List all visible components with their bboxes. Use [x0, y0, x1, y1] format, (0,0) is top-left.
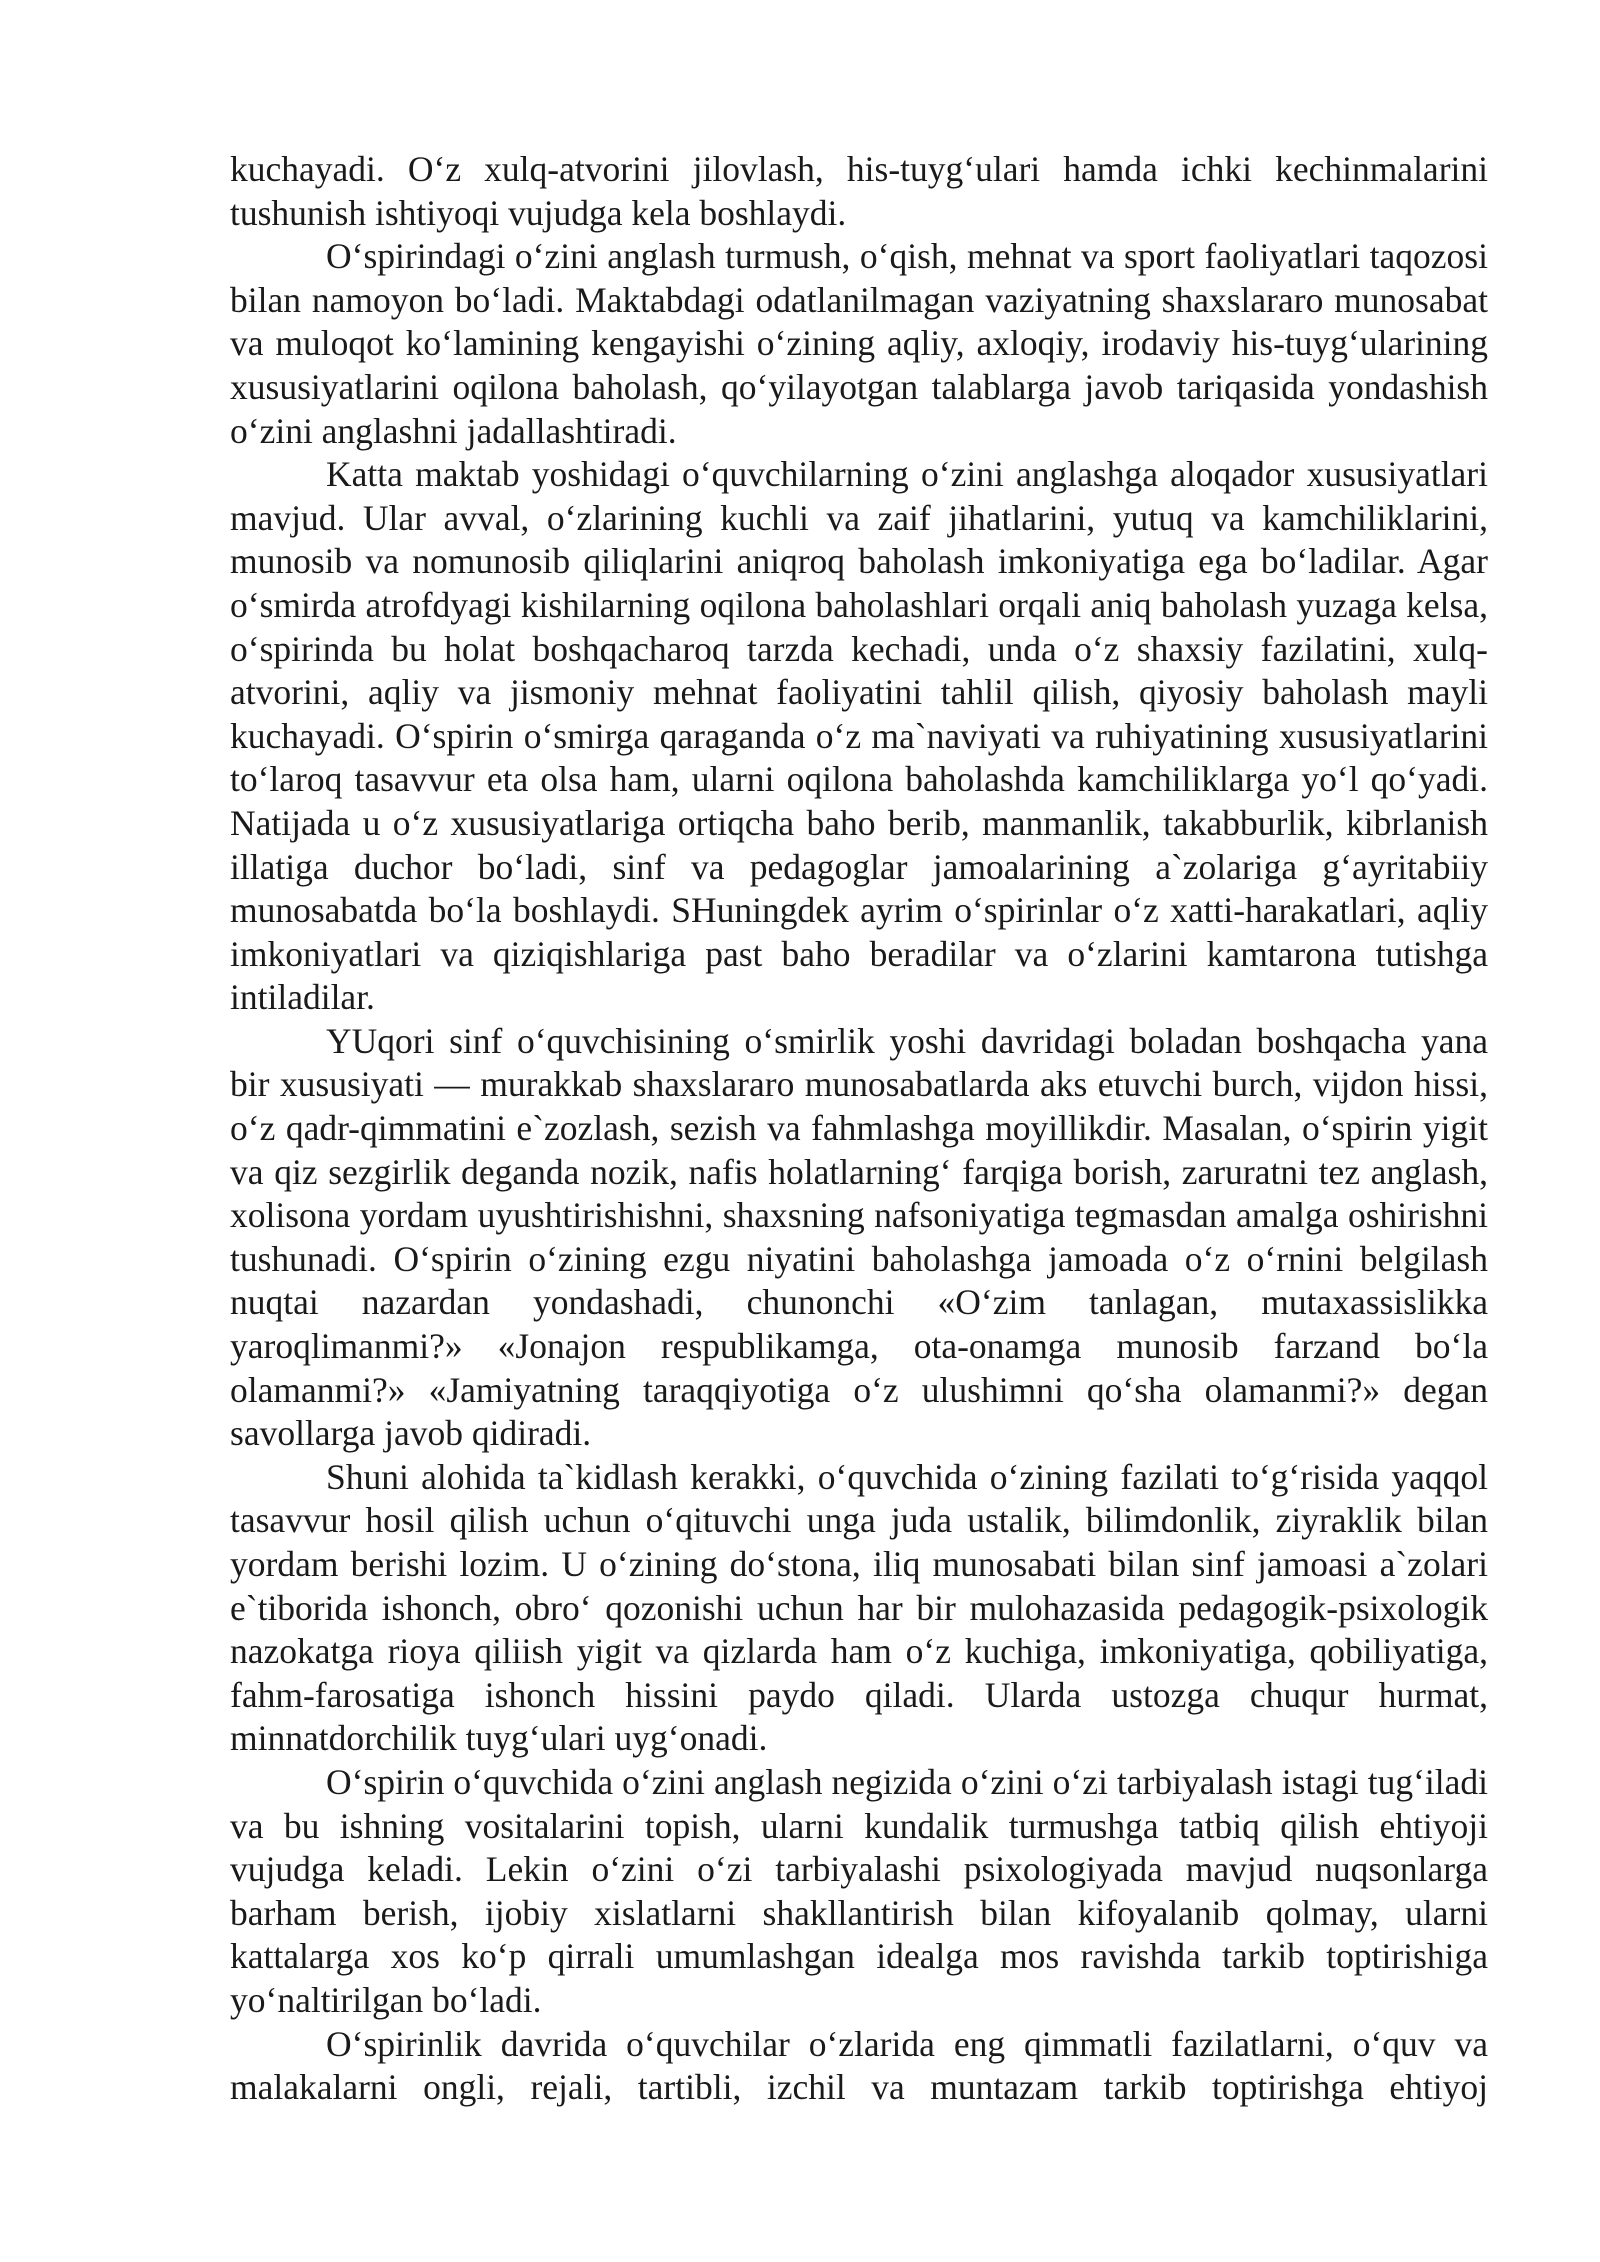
paragraph-self-education: O‘spirin o‘quvchida o‘zini anglash negizida o‘zini o‘zi tarbiyalash istagi tug‘iladi va bu ishning vositalarini topish, ularni kundalik turmushga tatbiq qilish ehtiyoji vujudga keladi. Lekin o‘zini o‘zi tarbiyalashi psixologiyada mavjud nuqsonlarga barham berish, ijobiy xislatlarni shakllantirish bilan kifoyalanib qolmay, ularni kattalarga xos ko‘p qirrali umumlashgan idealga mos ravishda tarkib toptirishiga yo‘naltirilgan bo‘ladi.	[230, 1761, 1488, 2020]
paragraph-continuation: kuchayadi. O‘z xulq-atvorini jilovlash, his-tuyg‘ulari hamda ichki kechinmalarini tushunish ishtiyoqi vujudga kela boshlaydi.	[230, 149, 1488, 233]
paragraph-self-awareness: O‘spirindagi o‘zini anglash turmush, o‘qish, mehnat va sport faoliyatlari taqozosi bilan namoyon bo‘ladi. Maktabdagi odatlanilmagan vaziyatning shaxslararo munosabat va muloqot ko‘lamining kengayishi o‘zining aqliy, axloqiy, irodaviy his-tuyg‘ularining xususiyatlarini oqilona baholash, qo‘yilayotgan talablarga javob tariqasida yondashish o‘zini anglashni jadallashtiradi.	[230, 236, 1488, 451]
paragraph-senior-pupils: Katta maktab yoshidagi o‘quvchilarning o‘zini anglashga aloqador xususiyatlari mavjud. Ular avval, o‘zlarining kuchli va zaif jihatlarini, yutuq va kamchiliklarini, munosib va nomunosib qiliqlarini aniqroq baholash imkoniyatiga ega bo‘ladilar. Agar o‘smirda atrofdyagi kishilarning oqilona baholashlari orqali aniq baholash yuzaga kelsa, o‘spirinda bu holat boshqacharoq tarzda kechadi, unda o‘z shaxsiy fazilatini, xulq-atvorini, aqliy va jismoniy mehnat faoliyatini tahlil qilish, qiyosiy baholash mayli kuchayadi. O‘spirin o‘smirga qaraganda o‘z ma`naviyati va ruhiyatining xususiyatlarini to‘laroq tasavvur eta olsa ham, ularni oqilona baholashda kamchiliklarga yo‘l qo‘yadi. Natijada u o‘z xususiyatlariga ortiqcha baho berib, manmanlik, takabburlik, kibrlanish illatiga duchor bo‘ladi, sinf va pedagoglar jamoalarining a`zolariga g‘ayritabiiy munosabatda bo‘la boshlaydi. SHuningdek ayrim o‘spirinlar o‘z xatti-harakatlari, aqliy imkoniyatlari va qiziqishlariga past baho beradilar va o‘zlarini kamtarona tutishga intiladilar.	[230, 454, 1488, 1018]
paragraph-upper-grade-traits: YUqori sinf o‘quvchisining o‘smirlik yoshi davridagi boladan boshqacha yana bir xususiyati — murakkab shaxslararo munosabatlarda aks etuvchi burch, vijdon hissi, o‘z qadr-qimmatini e`zozlash, sezish va fahmlashga moyillikdir. Masalan, o‘spirin yigit va qiz sezgirlik deganda nozik, nafis holatlarning‘ farqiga borish, zaruratni tez anglash, xolisona yordam uyushtirishishni, shaxsning nafsoniyatiga tegmasdan amalga oshirishni tushunadi. O‘spirin o‘zining ezgu niyatini baholashga jamoada o‘z o‘rnini belgilash nuqtai nazardan yondashadi, chunonchi «O‘zim tanlagan, mutaxassislikka yaroqlimanmi?» «Jonajon respublikamga, ota-onamga munosib farzand bo‘la olamanmi?» «Jamiyatning taraqqiyotiga o‘z ulushimni qo‘sha olamanmi?» degan savollarga javob qidiradi.	[230, 1020, 1488, 1454]
paragraph-teacher-role: Shuni alohida ta`kidlash kerakki, o‘quvchida o‘zining fazilati to‘g‘risida yaqqol tasavvur hosil qilish uchun o‘qituvchi unga juda ustalik, bilimdonlik, ziyraklik bilan yordam berishi lozim. U o‘zining do‘stona, iliq munosabati bilan sinf jamoasi a`zolari e`tiborida ishonch, obro‘ qozonishi uchun har bir mulohazasida pedagogik-psixologik nazokatga rioya qiliish yigit va qizlarda ham o‘z kuchiga, imkoniyatiga, qobiliyatiga, fahm-farosatiga ishonch hissini paydo qiladi. Ularda ustozga chuqur hurmat, minnatdorchilik tuyg‘ulari uyg‘onadi.	[230, 1456, 1488, 1759]
document-page	[230, 148, 1488, 2110]
paragraph-adolescence-needs: O‘spirinlik davrida o‘quvchilar o‘zlarida eng qimmatli fazilatlarni, o‘quv va malakalarni ongli, rejali, tartibli, izchil va muntazam tarkib toptirishga ehtiyoj	[230, 2023, 1488, 2108]
